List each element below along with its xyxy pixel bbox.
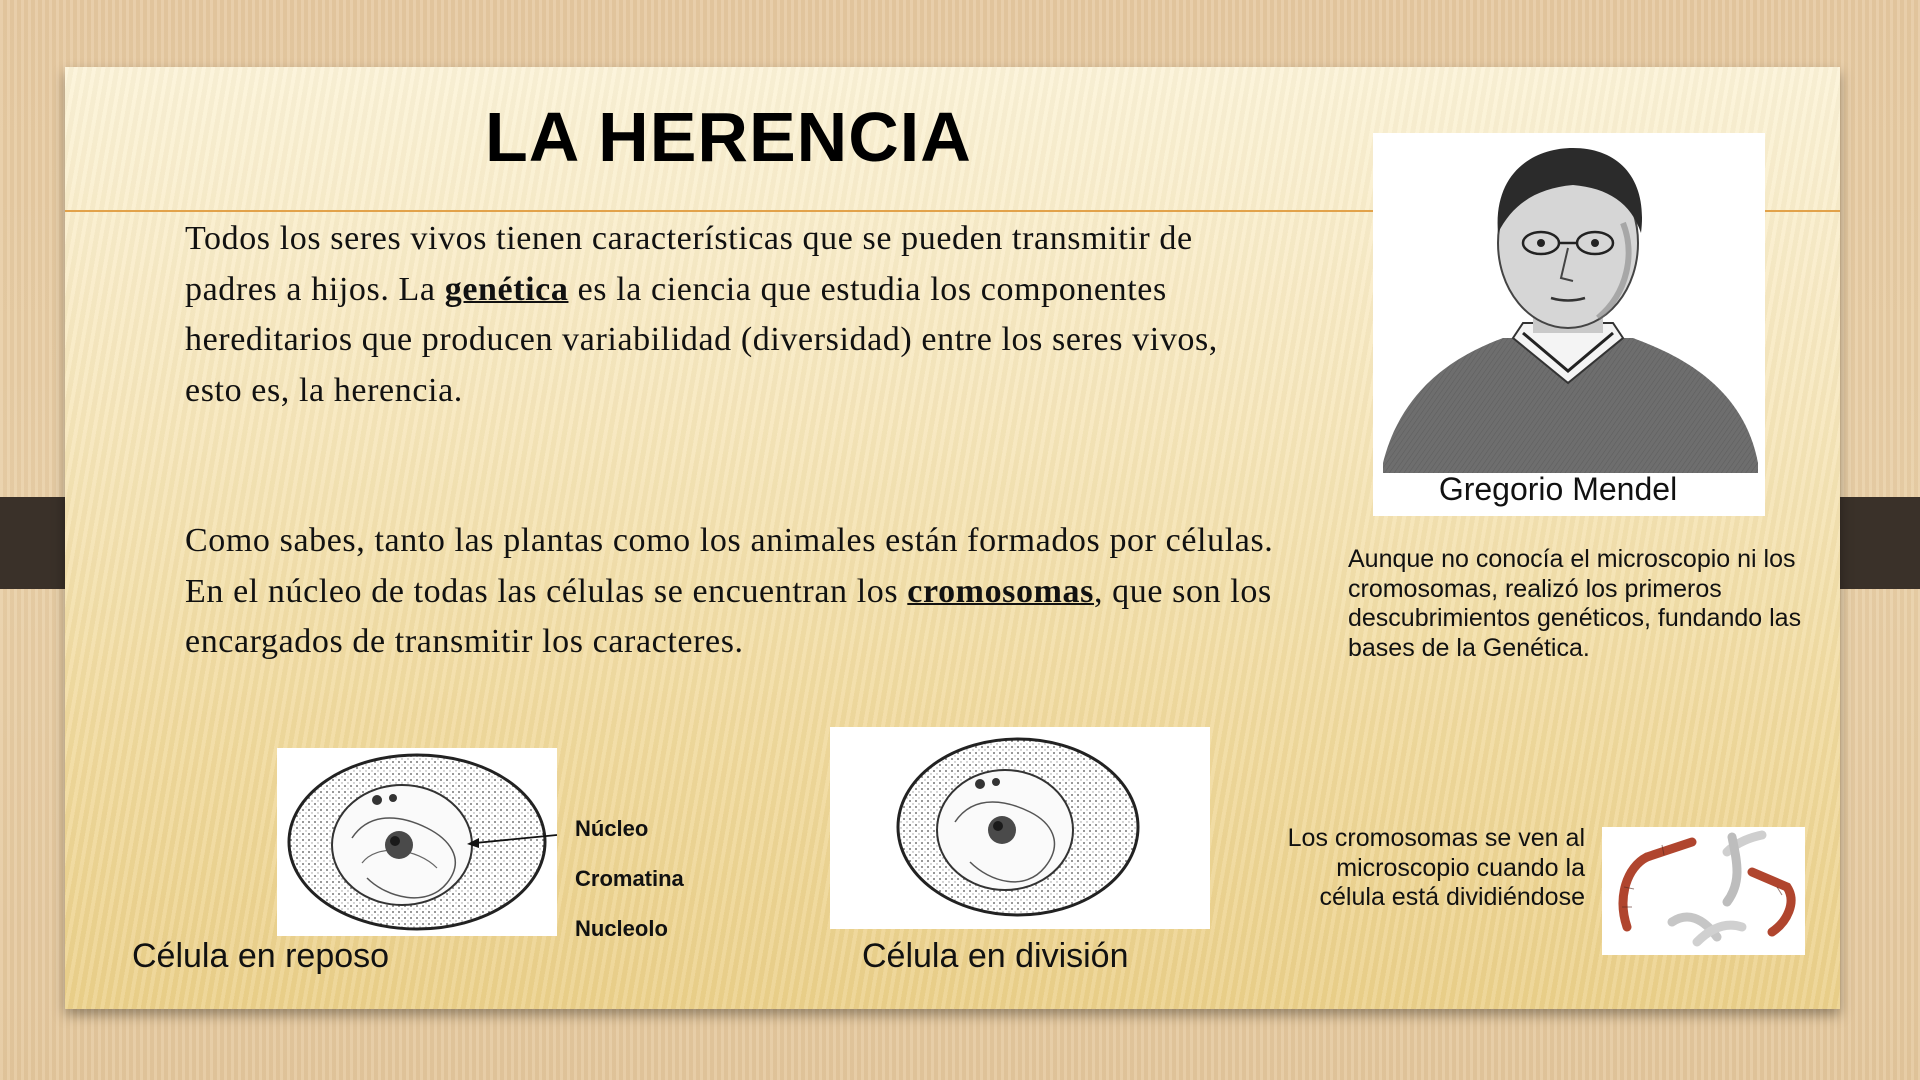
portrait-caption: Gregorio Mendel [1438, 471, 1678, 507]
label-nucleo: Núcleo [575, 816, 649, 841]
dividing-cell-illustration [830, 727, 1210, 929]
resting-cell-caption: Célula en reposo [132, 937, 390, 975]
resting-cell-image [277, 748, 557, 936]
intro-text-start: Todos los seres vivos tienen características que se pueden transmitir de padres a hijos. La [185, 220, 1193, 308]
intro-text-end: es la ciencia que estudia los componentes hereditarios que producen variabilidad (diversidad) entre los seres vivos, esto es, la herencia. [185, 270, 1218, 409]
cells-text-start: Como sabes, tanto las plantas como los animales están formados por células. En el núcleo de todas las células se encuentran los [185, 522, 1274, 610]
chromosome-image [1602, 827, 1805, 955]
slide-title: LA HERENCIA [485, 98, 972, 176]
right-dark-band [1838, 497, 1920, 589]
slide [65, 67, 1840, 1009]
portrait-illustration [1373, 133, 1765, 516]
keyword-cromosomas: cromosomas [907, 572, 1094, 610]
chromosome-note: Los cromosomas se ven al microscopio cuando la célula está dividiéndose [1287, 824, 1585, 911]
keyword-genetica: genética [444, 270, 569, 308]
cells-text-end: , que son los encargados de transmitir los caracteres. [185, 572, 1272, 660]
label-cromatina: Cromatina [575, 866, 684, 891]
left-dark-band [0, 497, 70, 589]
dividing-cell-caption: Célula en división [862, 937, 1129, 975]
resting-cell-illustration [277, 748, 557, 936]
label-nucleolo: Nucleolo [575, 916, 668, 941]
dividing-cell-image [830, 727, 1210, 929]
intro-paragraph [185, 214, 1275, 416]
mendel-note: Aunque no conocía el microscopio ni los cromosomas, realizó los primeros descubrimientos genéticos, fundando las bases de la Genética. [1348, 545, 1802, 662]
chromosome-illustration [1602, 827, 1805, 955]
cells-paragraph [185, 516, 1275, 668]
mendel-portrait [1373, 133, 1765, 516]
